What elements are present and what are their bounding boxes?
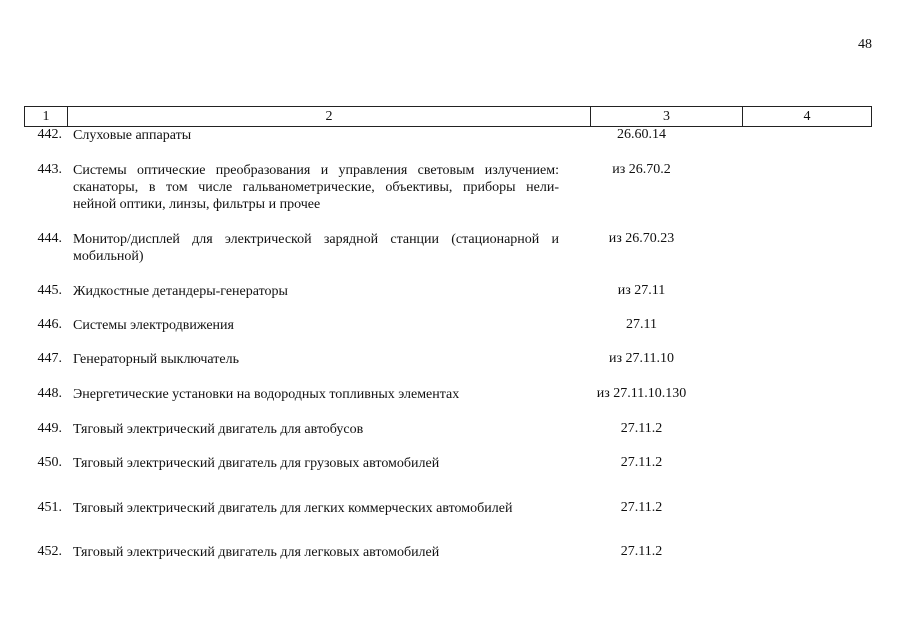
row-description-line: Слуховые аппараты (73, 128, 192, 143)
row-number: 451. (37, 500, 62, 515)
row-description-line: мобильной) (73, 249, 144, 264)
row-description (73, 544, 559, 561)
row-description-line: Тяговый электрический двигатель для легковых автомобилей (73, 545, 440, 560)
header-col-1: 1 (24, 106, 68, 127)
row-number: 444. (37, 231, 62, 246)
row-number: 447. (37, 351, 62, 366)
row-description-line: Тяговый электрический двигатель для легких коммерческих автомобилей (73, 501, 513, 516)
row-description-line: Энергетические установки на водородных топливных элементах (73, 387, 460, 402)
row-description (73, 421, 559, 438)
row-number: 452. (37, 544, 62, 559)
row-code: 27.11.2 (620, 421, 663, 436)
row-description-line: сканаторы, в том числе гальванометрические, объективы, приборы нели- (73, 180, 559, 195)
header-col-2: 2 (67, 106, 591, 127)
header-col-3: 3 (590, 106, 743, 127)
row-description-line: Системы электродвижения (73, 318, 234, 333)
row-description-line: Монитор/дисплей для электрической зарядной станции (стационарной и (73, 232, 559, 247)
row-number: 445. (37, 283, 62, 298)
row-description-line: нейной оптики, линзы, фильтры и прочее (73, 197, 321, 212)
row-code: из 27.11.10 (608, 351, 674, 366)
row-description (73, 455, 559, 472)
row-code: 27.11.2 (620, 500, 663, 515)
row-code: из 26.70.23 (608, 231, 675, 246)
row-code: 26.60.14 (617, 127, 666, 142)
row-description-line: Системы оптические преобразования и управления световым излучением: (73, 163, 559, 178)
row-description-line: Тяговый электрический двигатель для автобусов (73, 422, 364, 437)
row-description (73, 317, 559, 334)
row-code: 27.11.2 (620, 544, 663, 559)
row-description-line: Генераторный выключатель (73, 352, 239, 367)
row-description (73, 127, 559, 144)
row-description (73, 283, 559, 300)
row-code: из 27.11 (617, 283, 666, 298)
row-number: 443. (37, 162, 62, 177)
row-description-line: Жидкостные детандеры-генераторы (73, 284, 288, 299)
row-code: из 26.70.2 (612, 162, 671, 177)
row-number: 446. (37, 317, 62, 332)
row-code: 27.11.2 (620, 455, 663, 470)
table-header (24, 106, 871, 127)
row-description (73, 351, 559, 368)
row-number: 442. (37, 127, 62, 142)
header-col-4: 4 (742, 106, 872, 127)
page-number: 48 (858, 37, 872, 52)
row-code: 27.11 (626, 317, 657, 332)
row-description (73, 500, 559, 517)
row-description (73, 162, 559, 213)
row-number: 448. (37, 386, 62, 401)
row-number: 450. (37, 455, 62, 470)
row-description (73, 386, 559, 403)
row-code: из 27.11.10.130 (596, 386, 687, 401)
row-description (73, 231, 559, 265)
row-description-line: Тяговый электрический двигатель для грузовых автомобилей (73, 456, 440, 471)
row-number: 449. (37, 421, 62, 436)
